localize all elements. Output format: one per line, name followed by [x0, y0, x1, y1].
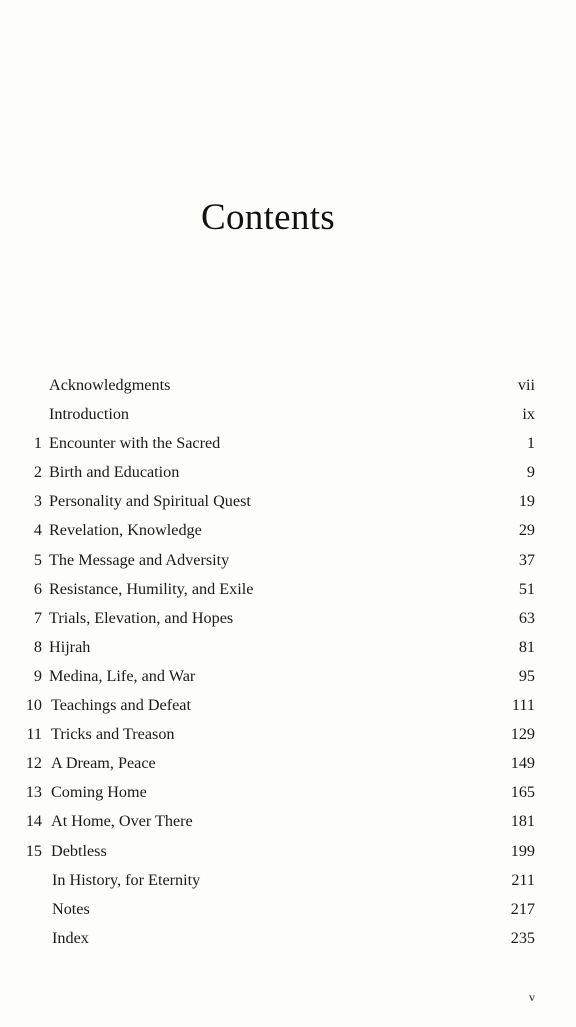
toc-entry-title: A Dream, Peace: [51, 754, 156, 773]
toc-page-number: 81: [518, 637, 535, 656]
toc-entry: [0, 719, 576, 748]
toc-entry: [0, 574, 576, 603]
toc-entry: [0, 370, 576, 399]
toc-entry-title: Medina, Life, and War: [49, 666, 196, 685]
toc-chapter-number: 5: [33, 550, 42, 569]
toc-entry-title: Introduction: [49, 405, 130, 424]
page-number: v: [529, 990, 535, 1004]
toc-entry-title: At Home, Over There: [51, 812, 193, 831]
toc-entry-title: Coming Home: [51, 783, 147, 802]
toc-entry: [0, 486, 576, 515]
toc-entry: [0, 836, 576, 865]
toc-entry: [0, 457, 576, 486]
toc-entry-title: Index: [52, 928, 89, 947]
toc-chapter-number: 1: [33, 434, 42, 453]
toc-chapter-number: 14: [25, 812, 42, 831]
toc-page-number: 63: [518, 608, 535, 627]
toc-chapter-number: 2: [33, 463, 42, 482]
toc-entry: [0, 428, 576, 457]
toc-page-number: 235: [510, 928, 535, 947]
toc-page-number: vii: [517, 376, 535, 394]
toc-entry: [0, 777, 576, 806]
toc-entry-title: Debtless: [51, 841, 107, 860]
toc-page-number: 149: [510, 754, 535, 773]
toc-page-number: 129: [510, 725, 535, 744]
toc-entry-title: Resistance, Humility, and Exile: [49, 579, 254, 598]
toc-entry-title: Teachings and Defeat: [51, 696, 191, 715]
toc-entry-title: Hijrah: [49, 637, 91, 656]
toc-page-number: ix: [522, 405, 535, 424]
toc-chapter-number: 10: [25, 696, 42, 715]
toc-entry: [0, 690, 576, 719]
toc-entry: [0, 806, 576, 835]
toc-entry: [0, 632, 576, 661]
toc-entry-title: Notes: [52, 899, 90, 918]
toc-page-number: 181: [510, 812, 535, 831]
toc-chapter-number: 13: [25, 783, 42, 802]
toc-entry-title: In History, for Eternity: [52, 870, 201, 889]
toc-entry: [0, 515, 576, 544]
toc-page-number: 9: [526, 463, 535, 482]
toc-page-number: 19: [518, 492, 535, 511]
toc-page-number: 217: [510, 899, 535, 918]
page-title: Contents: [201, 197, 335, 238]
toc-chapter-number: 12: [25, 754, 42, 773]
toc-page-number: 37: [518, 550, 535, 569]
toc-chapter-number: 3: [33, 492, 42, 511]
toc-page-number: 1: [526, 434, 535, 453]
toc-entry-title: Birth and Education: [49, 463, 180, 482]
toc-entry: [0, 603, 576, 632]
toc-page-number: 199: [510, 841, 535, 860]
toc-page-number: 211: [511, 870, 535, 889]
toc-entry-title: Personality and Spiritual Quest: [49, 492, 251, 511]
toc-chapter-number: 15: [25, 841, 42, 860]
toc-chapter-number: 4: [33, 521, 42, 540]
toc-page-number: 51: [518, 579, 535, 598]
toc-entry: [0, 894, 576, 923]
toc-entry-title: Acknowledgments: [49, 376, 171, 394]
toc-entry: [0, 399, 576, 428]
toc-chapter-number: 9: [33, 666, 42, 685]
toc-chapter-number: 6: [33, 579, 42, 598]
toc-chapter-number: 11: [26, 725, 42, 744]
toc-entry: [0, 661, 576, 690]
toc-page-number: 29: [518, 521, 535, 540]
toc-entry: [0, 748, 576, 777]
toc-entry: [0, 865, 576, 894]
toc-entry: [0, 545, 576, 574]
toc-entry-title: Encounter with the Sacred: [49, 434, 221, 453]
toc-entry-title: Trials, Elevation, and Hopes: [49, 608, 234, 627]
toc-entry: [0, 923, 576, 952]
toc-chapter-number: 7: [33, 608, 42, 627]
toc-page-number: 165: [510, 783, 535, 802]
toc-entry-title: Revelation, Knowledge: [49, 521, 202, 540]
toc-entry-title: The Message and Adversity: [49, 550, 230, 569]
toc-chapter-number: 8: [33, 637, 42, 656]
toc-page-number: 111: [511, 696, 535, 715]
toc-entry-title: Tricks and Treason: [51, 725, 175, 744]
toc-page-number: 95: [518, 666, 535, 685]
table-of-contents: [0, 370, 576, 952]
